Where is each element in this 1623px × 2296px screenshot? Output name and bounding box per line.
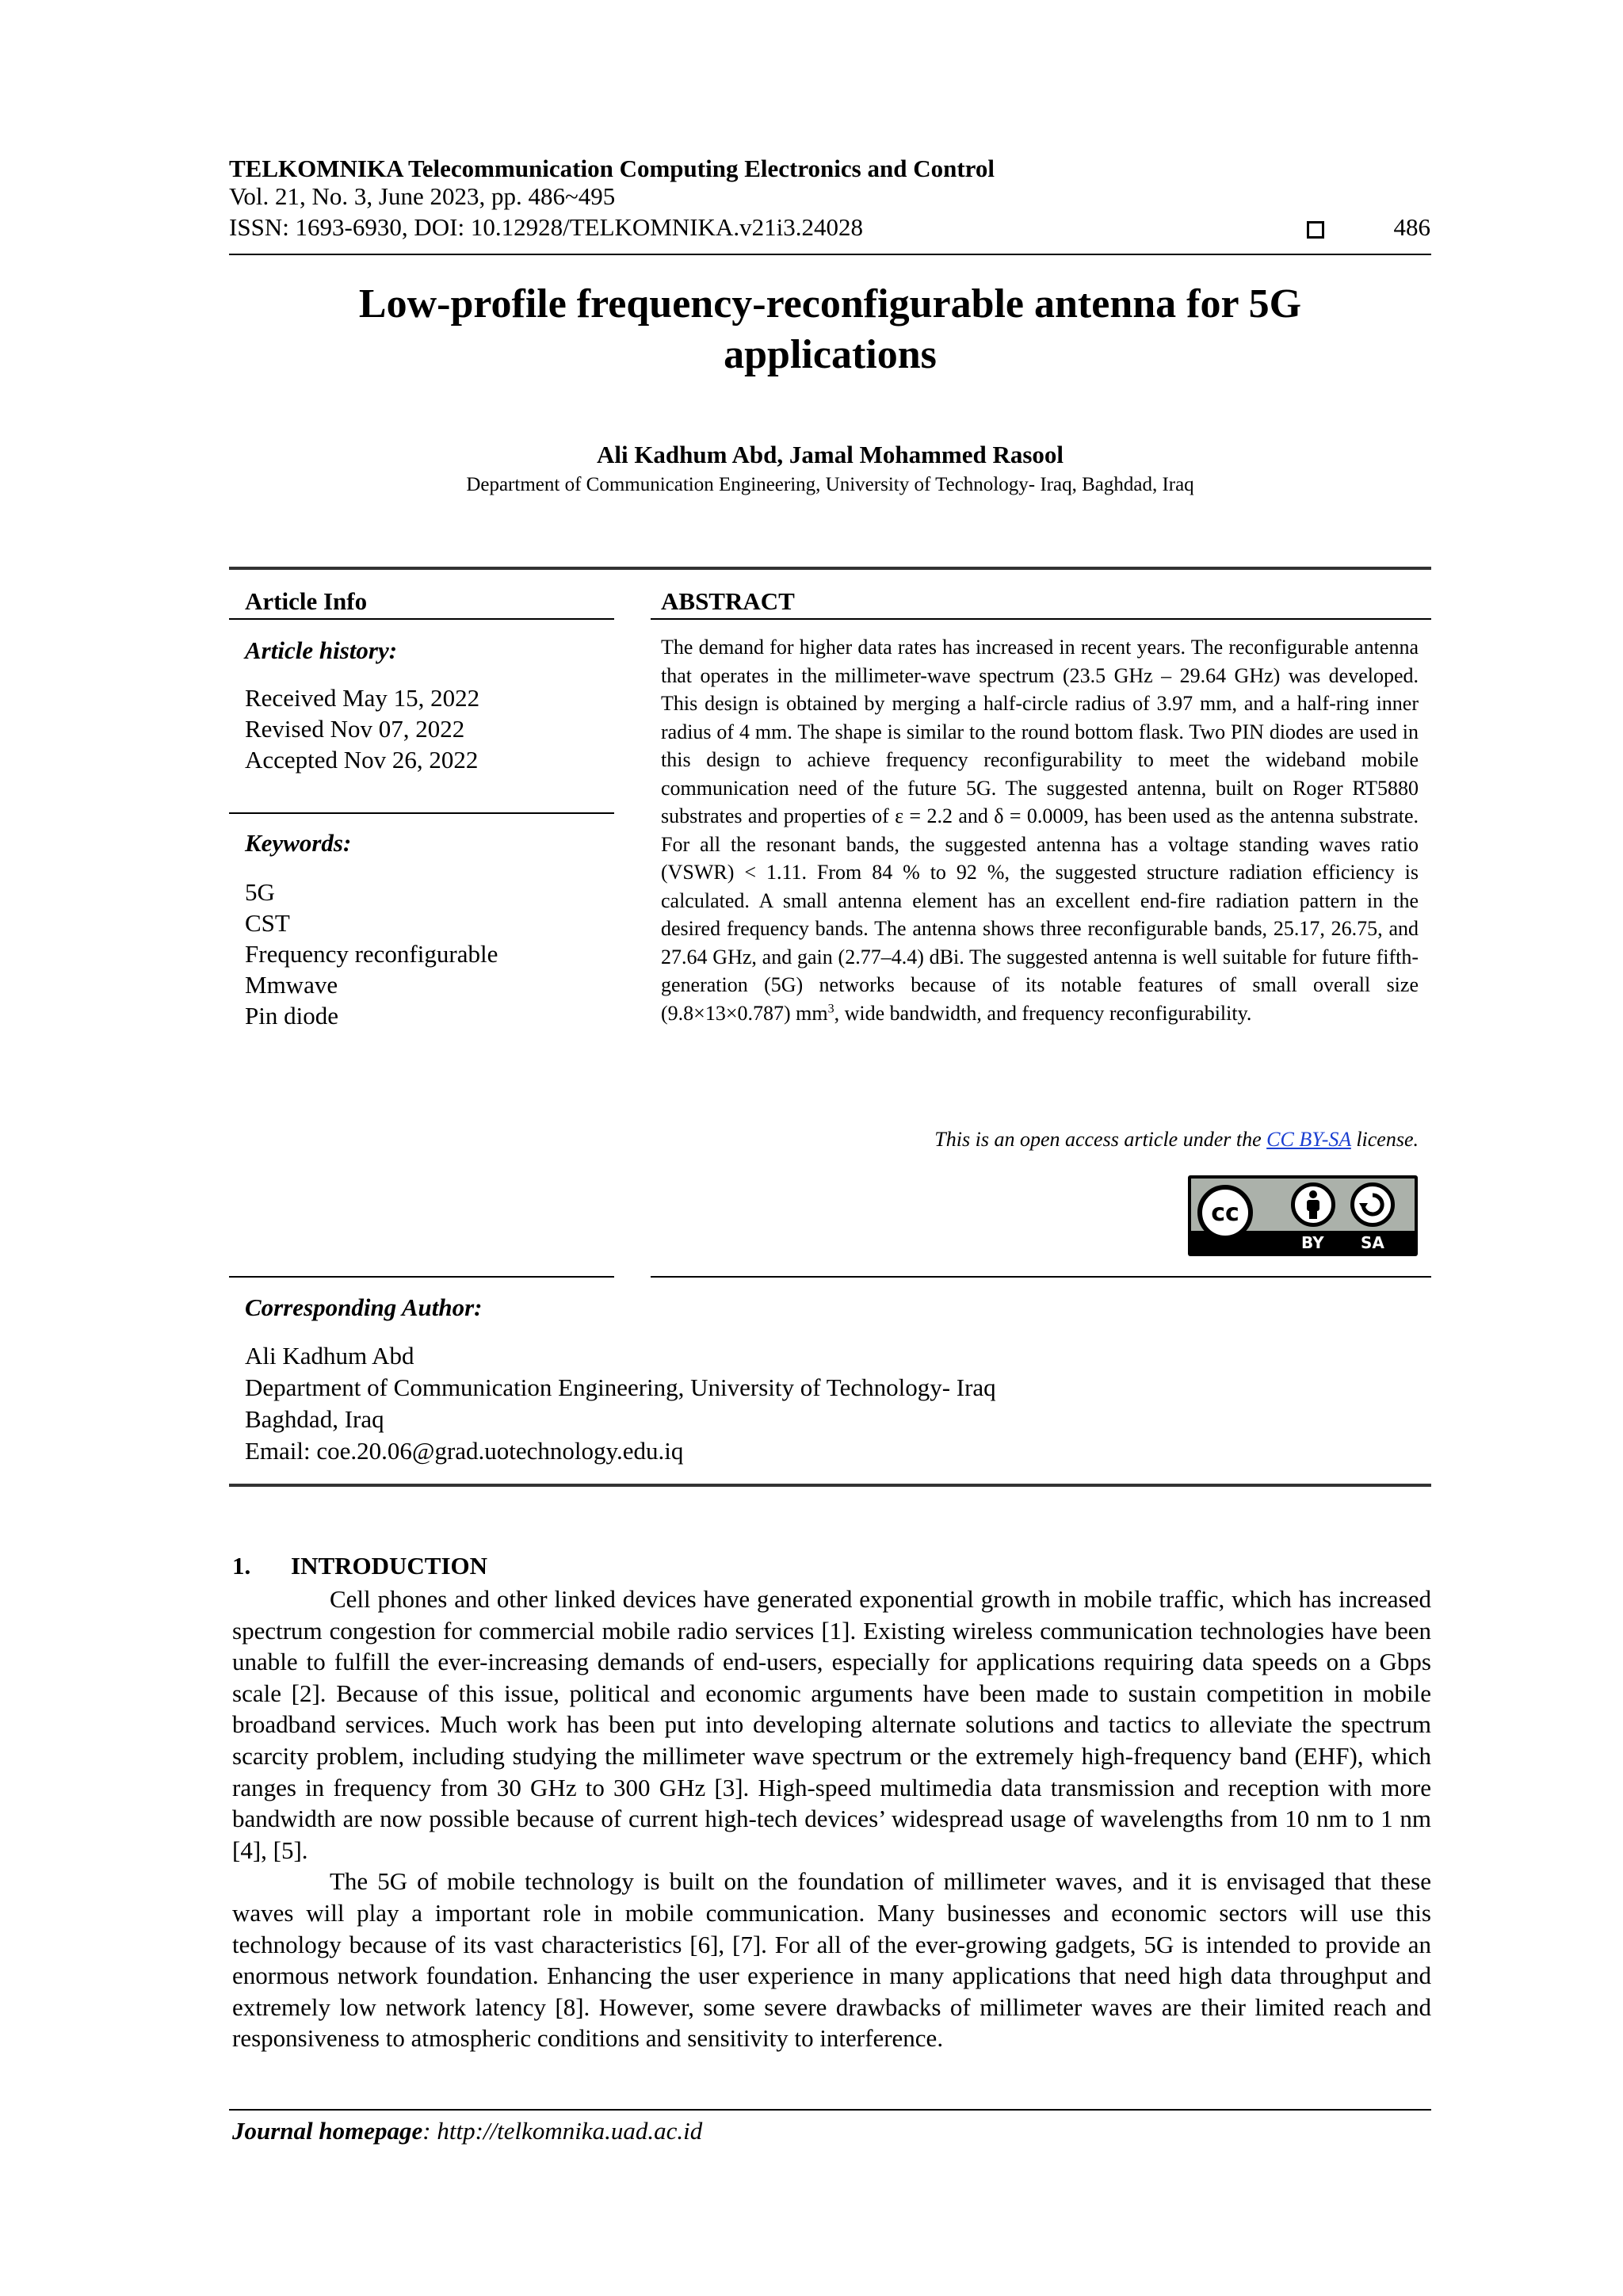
keyword: 5G — [245, 878, 275, 906]
footer-rule — [229, 2109, 1431, 2111]
paper-title-line-2: applications — [724, 332, 937, 377]
author-affiliation: Department of Communication Engineering, University of Technology- Iraq, Baghdad, Iraq — [466, 474, 1194, 495]
corresponding-author-city: Baghdad, Iraq — [245, 1405, 384, 1433]
journal-name: TELKOMNIKA Telecommunication Computing Electronics and Control — [229, 155, 995, 182]
introduction-paragraph-2: The 5G of mobile technology is built on the foundation of millimeter waves, and it is envisaged that these waves will play a important role in mobile communication. Many businesses and economic sectors will use this technology because of its vast characteristics [6], [7]. For all of the ever-growing gadgets, 5G is intended to provide an enormous network foundation. Enhancing the user experience in many applications that need high data throughput and extremely low network latency [8]. However, some severe drawbacks of millimeter waves are their limited reach and responsiveness to atmospheric conditions and sensitivity to interference. — [232, 1867, 1431, 2053]
paper-title — [229, 279, 1431, 380]
by-label: BY — [1301, 1233, 1324, 1252]
accepted-date: Accepted Nov 26, 2022 — [245, 746, 479, 774]
cc-logo-icon: cc — [1197, 1185, 1253, 1240]
keyword: Pin diode — [245, 1002, 338, 1030]
share-alike-icon — [1350, 1182, 1395, 1227]
article-info-bottom-rule — [229, 1276, 614, 1278]
page-number: 486 — [1393, 213, 1430, 241]
abstract-rule — [651, 618, 1431, 620]
received-date: Received May 15, 2022 — [245, 684, 480, 712]
introduction-body — [232, 1584, 1431, 2054]
info-box-top-rule — [229, 567, 1431, 570]
square-bullet-icon — [1307, 221, 1324, 239]
license-suffix: license. — [1350, 1128, 1419, 1151]
keyword: Frequency reconfigurable — [245, 940, 498, 968]
corresponding-author-email: Email: coe.20.06@grad.uotechnology.edu.iq — [245, 1437, 684, 1465]
journal-homepage-footer — [232, 2117, 702, 2145]
cc-by-sa-badge[interactable] — [1188, 1175, 1418, 1256]
section-number: 1. — [232, 1552, 251, 1580]
license-prefix: This is an open access article under the — [934, 1128, 1267, 1151]
sa-label: SA — [1361, 1233, 1384, 1252]
cc-by-sa-link[interactable]: CC BY-SA — [1266, 1128, 1351, 1151]
by-person-icon — [1291, 1182, 1335, 1227]
keyword: CST — [245, 909, 290, 937]
paper-title-line-1: Low-profile frequency-reconfigurable antenna for 5G — [358, 281, 1302, 327]
keywords-label: Keywords: — [245, 829, 352, 857]
corresponding-author-name: Ali Kadhum Abd — [245, 1342, 414, 1370]
homepage-url[interactable]: : http://telkomnika.uad.ac.id — [422, 2117, 703, 2145]
introduction-paragraph-1: Cell phones and other linked devices have generated exponential growth in mobile traffic, which has increased spectrum congestion for commercial mobile radio services [1]. Existing wireless communication technologies have been unable to fulfill the ever-increasing demands of end-users, especially for applications requiring data speeds on a Gbps scale [2]. Because of this issue, political and economic arguments have been made to sustain competition in mobile broadband services. Much work has been put into developing alternate solutions and tactics to alleviate the spectrum scarcity problem, including studying the millimeter wave spectrum or the extremely high-frequency band (EHF), which ranges in frequency from 30 GHz to 300 GHz [3]. High-speed multimedia data transmission and reception with more bandwidth are now possible because of current high-tech devices’ widespread usage of wavelengths from 10 nm to 1 nm [4], [5]. — [232, 1585, 1431, 1864]
abstract-text-end: , wide bandwidth, and frequency reconfigurability. — [834, 1001, 1252, 1025]
journal-issn-doi: ISSN: 1693-6930, DOI: 10.12928/TELKOMNIKA.v21i3.24028 — [229, 213, 863, 241]
article-history — [245, 682, 479, 775]
license-note — [661, 1128, 1419, 1152]
revised-date: Revised Nov 07, 2022 — [245, 715, 465, 743]
homepage-label: Journal homepage — [232, 2117, 423, 2145]
paper-authors: Ali Kadhum Abd, Jamal Mohammed Rasool — [596, 441, 1064, 468]
person-glyph-icon — [1300, 1189, 1327, 1221]
header-rule — [229, 254, 1431, 255]
article-info-rule — [229, 618, 614, 620]
share-alike-glyph-icon — [1358, 1190, 1388, 1220]
info-box-bottom-rule — [229, 1484, 1431, 1487]
corresponding-author-label: Corresponding Author: — [245, 1293, 483, 1321]
section-title: INTRODUCTION — [291, 1552, 488, 1580]
journal-volume: Vol. 21, No. 3, June 2023, pp. 486~495 — [229, 182, 616, 210]
article-info-heading: Article Info — [245, 587, 368, 615]
keywords-rule — [229, 812, 614, 814]
keyword: Mmwave — [245, 971, 338, 999]
abstract-text — [661, 633, 1419, 1027]
abstract-superscript: 3 — [827, 1001, 834, 1015]
corresponding-author-details — [245, 1340, 996, 1467]
article-history-label: Article history: — [245, 636, 398, 664]
introduction-heading — [232, 1552, 487, 1580]
corresponding-author-dept: Department of Communication Engineering, University of Technology- Iraq — [245, 1373, 996, 1401]
keywords-list — [245, 877, 498, 1031]
abstract-heading: ABSTRACT — [661, 587, 795, 615]
abstract-text-main: The demand for higher data rates has increased in recent years. The reconfigurable antenna that operates in the millimeter-wave spectrum (23.5 GHz – 29.64 GHz) was developed. This design is obtained by merging a half-circle radius of 3.97 mm, and a half-ring inner radius of 4 mm. The shape is similar to the round bottom flask. Two PIN diodes are used in this design to achieve frequency reconfigurability to meet the wideband mobile communication need of the future 5G. The suggested antenna, built on Roger RT5880 substrates and properties of ε = 2.2 and δ = 0.0009, has been used as the antenna substrate. For all the resonant bands, the suggested antenna has a voltage standing waves ratio (VSWR) < 1.11. From 84 % to 92 %, the suggested structure radiation efficiency is calculated. A small antenna element has an excellent end-fire radiation pattern in the desired frequency bands. The antenna shows three reconfigurable bands, 25.17, 26.75, and 27.64 GHz, and gain (2.77–4.4) dBi. The suggested antenna is well suitable for future fifth-generation (5G) networks because of its notable features of small overall size (9.8×13×0.787) mm — [661, 636, 1419, 1025]
abstract-bottom-rule — [651, 1276, 1431, 1278]
